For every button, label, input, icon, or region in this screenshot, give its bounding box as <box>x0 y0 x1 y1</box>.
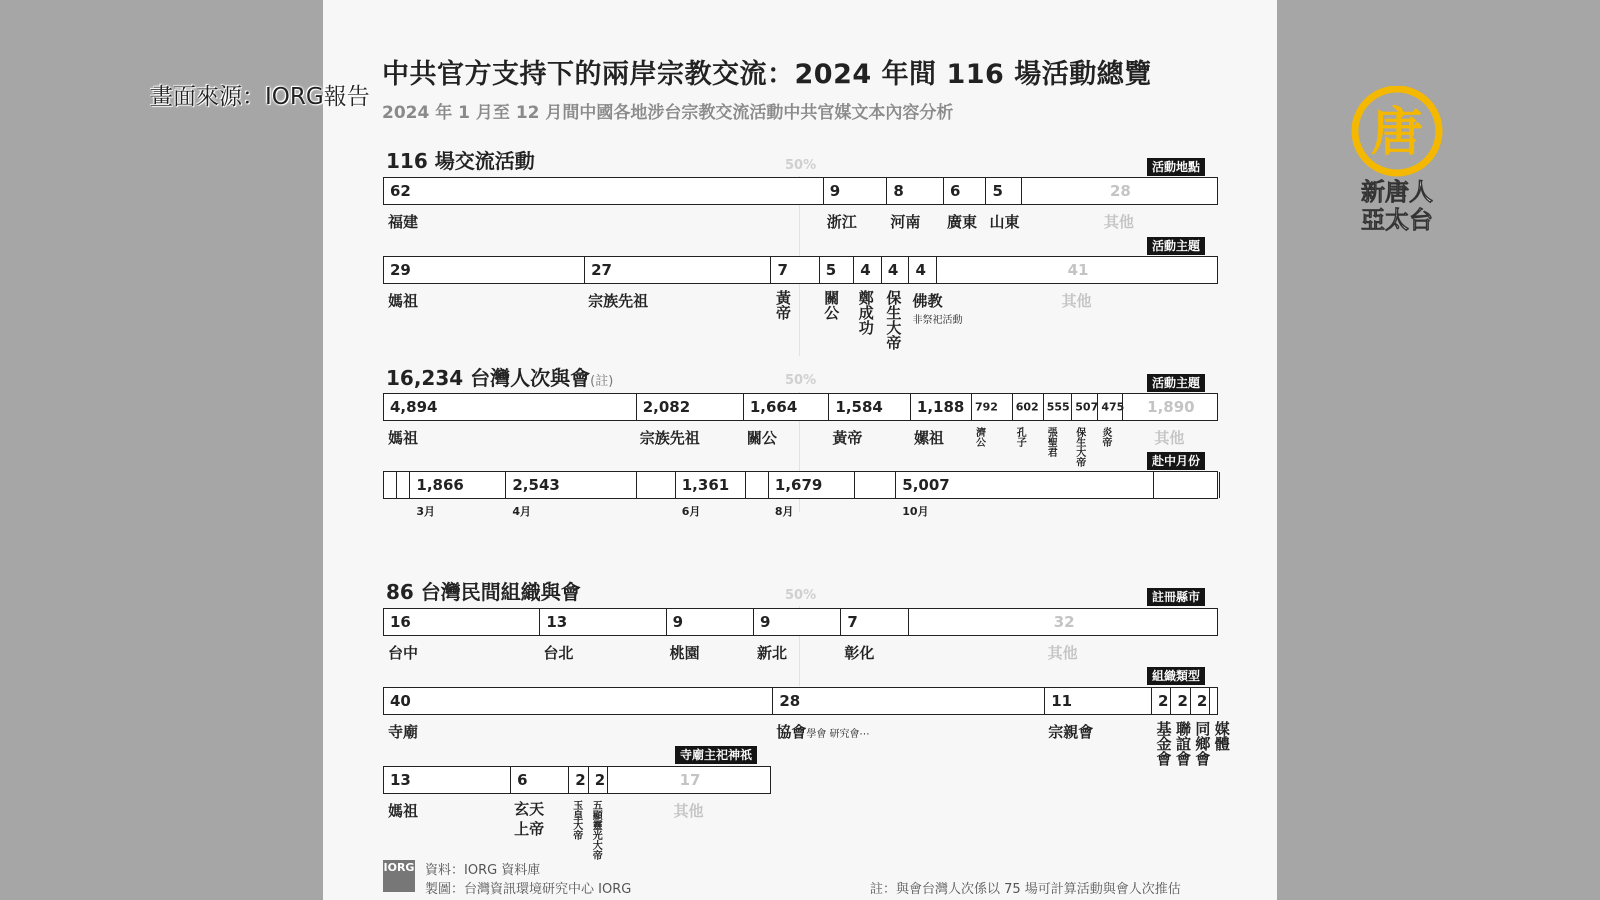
bar-segment <box>675 472 745 498</box>
bar-segment <box>384 688 772 714</box>
category-label <box>388 427 418 448</box>
category-label <box>827 211 857 232</box>
bar-segment <box>1071 394 1097 420</box>
bar-segment <box>1044 688 1151 714</box>
bar-segment <box>1012 394 1043 420</box>
category-label-text: 其他 <box>1154 429 1185 447</box>
section-title-orgs: 86 台灣民間組織與會 <box>386 580 581 604</box>
channel-logo-icon <box>1340 86 1460 236</box>
segment-value: 13 <box>546 613 568 631</box>
bar-segment <box>384 394 636 420</box>
category-label-text: 保生大帝 <box>1073 427 1085 467</box>
channel-logo-glyph: 唐 <box>1370 102 1424 163</box>
category-label <box>1062 290 1092 311</box>
category-label-text: 黃帝 <box>832 429 863 447</box>
stacked-bar <box>383 687 1218 715</box>
category-label <box>973 427 984 447</box>
segment-value: 2 <box>594 771 606 789</box>
segment-value: 4,894 <box>390 398 438 416</box>
category-label <box>989 211 1019 232</box>
category-label <box>1073 427 1084 467</box>
segment-value: 32 <box>1053 613 1075 631</box>
category-label-text: 新北 <box>756 644 787 662</box>
category-label <box>857 290 874 335</box>
category-label-text: 嫘祖 <box>913 429 944 447</box>
category-label-text: 山東 <box>989 213 1020 231</box>
category-label <box>747 427 777 448</box>
segment-value: 5 <box>992 182 1003 200</box>
bar-segment <box>384 257 584 283</box>
segment-value: 13 <box>390 771 411 789</box>
bar-segment <box>588 767 607 793</box>
chart-tag: 活動地點 <box>1147 158 1205 176</box>
segment-value: 792 <box>975 400 998 414</box>
category-label-text: 佛教 <box>912 292 943 310</box>
bar-segment <box>607 767 772 793</box>
category-label-text: 媽祖 <box>388 429 419 447</box>
stacked-bar <box>383 393 1218 421</box>
category-label-text: 桃園 <box>669 644 700 662</box>
bar-segment <box>1122 394 1219 420</box>
category-label-text: 其他 <box>1061 292 1092 310</box>
bar-segment <box>505 472 636 498</box>
category-label-text: 其他 <box>673 802 704 820</box>
iorg-logo <box>383 860 415 892</box>
bar-segment <box>510 767 568 793</box>
category-label <box>890 211 920 232</box>
bar-segment <box>971 394 1012 420</box>
category-label <box>832 427 862 448</box>
segment-value: 1,584 <box>835 398 883 416</box>
bar-segment <box>985 178 1020 204</box>
section-title-activities: 116 場交流活動 <box>386 149 535 173</box>
category-label-text: 其他 <box>1103 213 1134 231</box>
month-label: 10月 <box>902 505 929 518</box>
chart-tag: 組織類型 <box>1147 667 1205 685</box>
segment-value: 2 <box>1196 692 1208 710</box>
segment-value: 1,361 <box>681 476 730 494</box>
segment-value: 602 <box>1015 400 1039 414</box>
bar-segment <box>1170 688 1189 714</box>
category-label <box>674 800 704 821</box>
bar-segment <box>1021 178 1219 204</box>
category-label-text: 台中 <box>388 644 419 662</box>
segment-value: 2 <box>1158 692 1169 710</box>
segment-value: 2,082 <box>642 398 691 416</box>
iorg-logo-text: IORG <box>383 861 415 874</box>
category-label-text: 濟公 <box>973 427 985 447</box>
category-label <box>388 290 418 311</box>
segment-value: 6 <box>517 771 528 789</box>
segment-value: 8 <box>893 182 904 200</box>
category-label-text: 炎帝 <box>1099 427 1111 447</box>
segment-value: 475 <box>1101 400 1125 414</box>
category-label-text: 基金會 <box>1154 721 1173 766</box>
bar-segment <box>853 257 881 283</box>
category-label-text: 其他 <box>1047 644 1078 662</box>
bar-segment <box>409 472 505 498</box>
segment-value: 5,007 <box>902 476 950 494</box>
month-label: 8月 <box>774 505 794 518</box>
bar-segment <box>772 688 1044 714</box>
category-label <box>912 290 962 326</box>
stacked-bar <box>383 766 771 794</box>
segment-value: 7 <box>777 261 788 279</box>
category-label-text: 五顯靈光大帝 <box>590 800 602 860</box>
category-label <box>570 800 581 840</box>
section-note-marker: (註) <box>590 374 614 389</box>
section-title-attendees-text: 16,234 台灣人次與會 <box>386 366 591 390</box>
chart-tag: 活動主題 <box>1147 237 1205 255</box>
bar-segment <box>943 178 985 204</box>
category-label <box>1048 721 1093 742</box>
stacked-bar <box>383 471 1218 499</box>
segment-value: 4 <box>887 261 899 279</box>
segment-value: 11 <box>1051 692 1073 710</box>
category-label <box>776 721 869 742</box>
category-label-text: 河南 <box>890 213 921 231</box>
bar-segment <box>840 609 908 635</box>
segment-value: 2 <box>575 771 586 789</box>
segment-value: 9 <box>672 613 683 631</box>
category-label <box>947 211 977 232</box>
category-label-text: 玄天上帝 <box>514 800 545 838</box>
segment-value: 1,890 <box>1147 398 1195 416</box>
segment-value: 28 <box>779 692 801 710</box>
category-label <box>388 642 418 663</box>
stacked-bar <box>383 608 1218 636</box>
category-label-text: 保生大帝 <box>884 290 903 350</box>
bar-segment <box>384 767 510 793</box>
bar-segment <box>743 394 829 420</box>
bar-segment <box>881 257 909 283</box>
category-label <box>1104 211 1134 232</box>
segment-value: 6 <box>950 182 961 200</box>
chart-tag: 赴中月份 <box>1147 452 1205 470</box>
category-label-text: 媒體 <box>1212 721 1231 751</box>
segment-value: 4 <box>915 261 926 279</box>
category-label <box>1099 427 1110 447</box>
bar-segment <box>584 257 770 283</box>
segment-value: 507 <box>1075 400 1099 414</box>
infographic-paper <box>323 0 1277 900</box>
category-label-text: 鄭成功 <box>856 290 875 335</box>
bar-segment <box>1209 688 1219 714</box>
category-label <box>588 290 648 311</box>
chart-tag: 寺廟主祀神祇 <box>675 746 757 764</box>
category-label-text: 福建 <box>388 213 419 231</box>
category-label <box>1045 427 1056 457</box>
footer-producer: 製圖：台灣資訊環境研究中心 IORG <box>425 882 632 897</box>
bar-segment <box>396 472 409 498</box>
category-label <box>1174 721 1191 766</box>
half-marker: 50% <box>785 373 817 388</box>
bar-segment <box>823 178 887 204</box>
segment-value: 2,543 <box>512 476 560 494</box>
month-label: 4月 <box>512 505 532 518</box>
segment-value: 7 <box>847 613 858 631</box>
footer-source: 資料：IORG 資料庫 <box>425 863 541 878</box>
half-marker: 50% <box>785 588 817 603</box>
bar-segment <box>819 257 854 283</box>
category-label <box>1154 427 1184 448</box>
month-label: 3月 <box>416 505 436 518</box>
channel-logo-line1: 新唐人 <box>1361 178 1433 206</box>
category-label-text: 同鄉會 <box>1193 721 1212 766</box>
category-label-text: 媽祖 <box>388 292 419 310</box>
category-label-text: 關公 <box>746 429 777 447</box>
category-label <box>543 642 573 663</box>
channel-logo <box>1340 86 1460 236</box>
chart-tag: 註冊縣市 <box>1147 588 1205 606</box>
bar-segment <box>568 767 587 793</box>
segment-value: 17 <box>679 771 701 789</box>
category-label-text: 宗族先祖 <box>639 429 700 447</box>
bar-segment <box>384 178 823 204</box>
category-label <box>757 642 787 663</box>
bar-segment <box>745 472 768 498</box>
category-label <box>1155 721 1172 766</box>
segment-value: 29 <box>390 261 411 279</box>
bar-segment <box>908 257 936 283</box>
category-label <box>590 800 601 860</box>
bar-segment <box>854 472 895 498</box>
category-label <box>670 642 700 663</box>
bar-segment <box>753 609 840 635</box>
segment-value: 1,188 <box>916 398 965 416</box>
category-label-text: 玉皇大帝 <box>570 800 582 840</box>
segment-value: 1,664 <box>749 398 798 416</box>
category-label-text: 浙江 <box>826 213 857 231</box>
category-label-text: 彰化 <box>844 644 875 662</box>
bar-segment <box>666 609 753 635</box>
category-label <box>914 427 944 448</box>
bar-segment <box>910 394 971 420</box>
bar-segment <box>1219 472 1220 498</box>
segment-value: 4 <box>860 261 871 279</box>
category-label-text: 宗族先祖 <box>588 292 649 310</box>
month-label: 6月 <box>681 505 701 518</box>
segment-value: 9 <box>759 613 771 631</box>
category-label-text: 協會 <box>776 723 807 741</box>
bar-segment <box>770 257 818 283</box>
category-label <box>640 427 700 448</box>
bar-segment <box>1153 472 1219 498</box>
category-label-text: 廣東 <box>947 213 978 231</box>
bar-segment <box>936 257 1219 283</box>
segment-value: 9 <box>829 182 841 200</box>
stacked-bar <box>383 177 1218 205</box>
category-label <box>514 800 554 839</box>
category-label-text: 媽祖 <box>388 802 419 820</box>
half-marker: 50% <box>785 158 817 173</box>
category-label <box>1213 721 1230 751</box>
section-title-attendees <box>386 362 613 391</box>
category-label <box>1048 642 1078 663</box>
category-label <box>388 721 418 742</box>
category-label-text: 黃帝 <box>773 290 792 320</box>
category-label <box>774 290 791 320</box>
category-label <box>388 211 418 232</box>
category-label-text: 宗親會 <box>1048 723 1094 741</box>
bar-segment <box>1043 394 1072 420</box>
category-label-text: 張聖君 <box>1045 427 1057 457</box>
category-label-text: 關公 <box>822 290 841 320</box>
category-label-text: 台北 <box>543 644 574 662</box>
segment-value: 2 <box>1177 692 1188 710</box>
category-label-text: 聯誼會 <box>1173 721 1192 766</box>
bar-segment <box>1151 688 1170 714</box>
segment-value: 40 <box>390 692 411 710</box>
category-sublabel: 學會 研究會⋯ <box>806 729 870 740</box>
category-label <box>844 642 874 663</box>
bar-segment <box>886 178 943 204</box>
category-label <box>885 290 902 350</box>
bar-segment <box>636 472 675 498</box>
bar-segment <box>895 472 1153 498</box>
bar-segment <box>636 394 743 420</box>
segment-value: 555 <box>1046 400 1070 414</box>
page-title: 中共官方支持下的兩岸宗教交流：2024 年間 116 場活動總覽 <box>382 59 1152 90</box>
category-label <box>1194 721 1211 766</box>
bar-segment <box>1097 394 1125 420</box>
segment-value: 16 <box>390 613 411 631</box>
segment-value: 27 <box>591 261 612 279</box>
category-label-text: 寺廟 <box>388 723 419 741</box>
category-label <box>388 800 418 821</box>
segment-value: 28 <box>1109 182 1131 200</box>
category-label-text: 孔子 <box>1014 427 1026 447</box>
category-sublabel: 非祭祀活動 <box>912 315 963 326</box>
bar-segment <box>908 609 1219 635</box>
bar-segment <box>1190 688 1209 714</box>
bar-segment <box>384 609 539 635</box>
bar-segment <box>384 472 396 498</box>
channel-logo-line2: 亞太台 <box>1361 206 1433 234</box>
segment-value: 1,866 <box>416 476 464 494</box>
segment-value: 41 <box>1067 261 1089 279</box>
bar-segment <box>828 394 909 420</box>
category-label <box>823 290 840 320</box>
footer-note: 註：與會台灣人次係以 75 場可計算活動與會人次推估 <box>870 882 1181 897</box>
segment-value: 5 <box>825 261 837 279</box>
stacked-bar <box>383 256 1218 284</box>
segment-value: 62 <box>390 182 411 200</box>
segment-value: 1,679 <box>774 476 823 494</box>
bar-segment <box>539 609 665 635</box>
category-label <box>1014 427 1025 447</box>
page-subtitle: 2024 年 1 月至 12 月間中國各地涉台宗教交流活動中共官媒文本內容分析 <box>382 103 954 123</box>
source-overlay: 畫面來源：IORG報告 <box>150 84 370 110</box>
chart-tag: 活動主題 <box>1147 374 1205 392</box>
bar-segment <box>768 472 854 498</box>
